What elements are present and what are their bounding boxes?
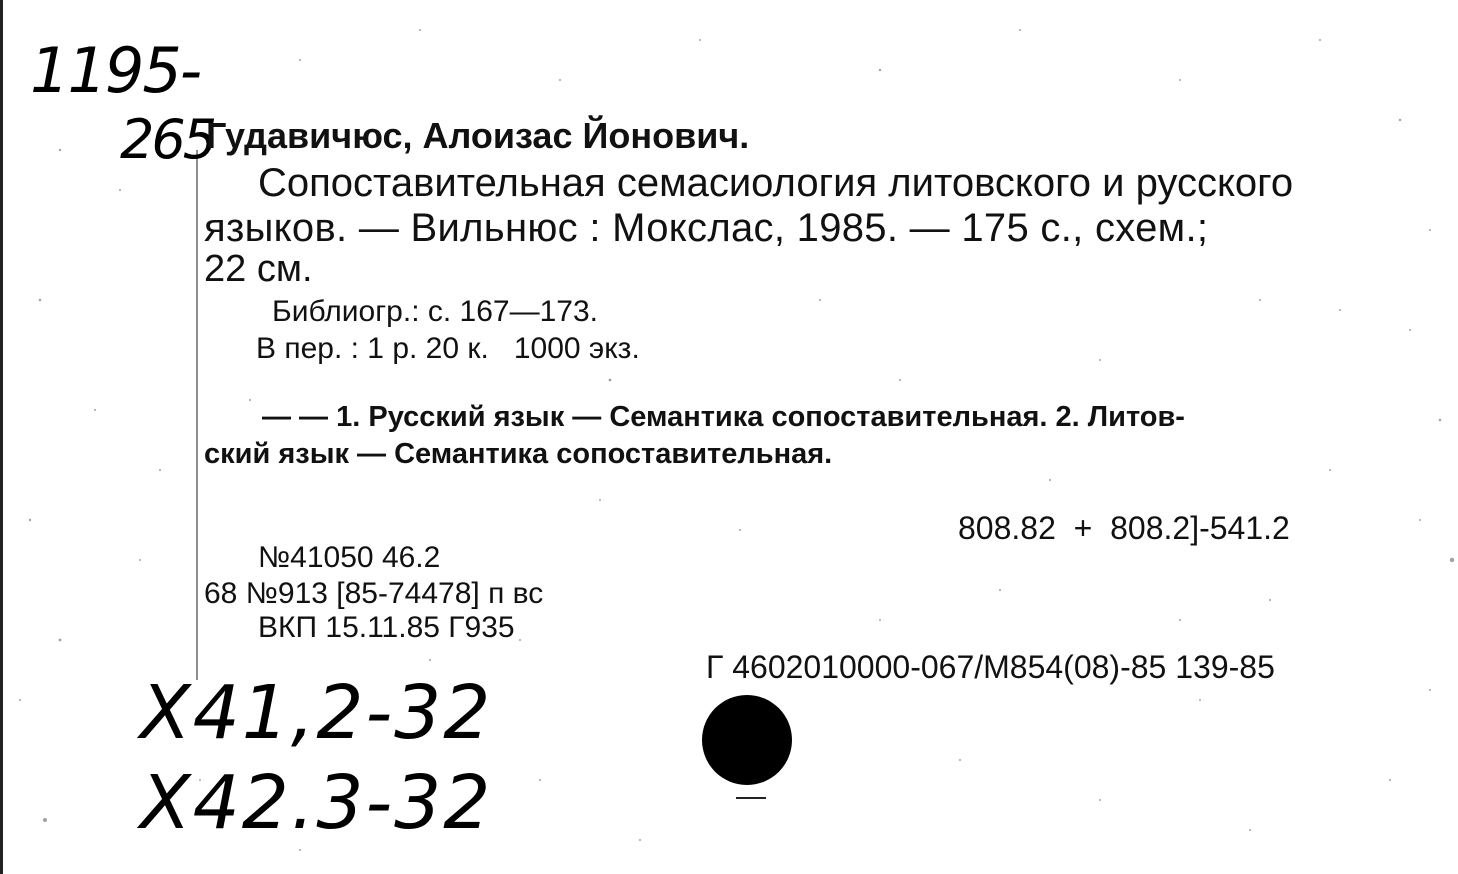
subject-headings-line-1: — — 1. Русский язык — Семантика сопоставительная. 2. Литов-	[262, 401, 1185, 433]
handwritten-class-code-2: X42.3-32	[140, 760, 493, 846]
punch-hole-mark	[736, 797, 766, 799]
handwritten-shelf-mark-top: 1195-	[30, 34, 201, 107]
title-line-1: Сопоставительная семасиология литовского и русского	[258, 161, 1294, 205]
card-punch-hole	[702, 695, 792, 785]
index-code: Г 4602010000-067/М854(08)-85 139-85	[706, 649, 1275, 685]
reference-line-3: ВКП 15.11.85 Г935	[258, 611, 515, 644]
title-line-3: 22 см.	[204, 248, 313, 290]
handwritten-shelf-mark-number: 265	[120, 108, 215, 171]
author-heading: Гудавичюс, Алоизас Йонович.	[206, 115, 750, 156]
reference-line-2: 68 №913 [85-74478] п вс	[204, 577, 544, 610]
price-copies-note: В пер. : 1 р. 20 к. 1000 экз.	[256, 332, 640, 365]
subject-headings-line-2: ский язык — Семантика сопоставительная.	[204, 438, 833, 470]
bibliography-note: Библиогр.: с. 167—173.	[272, 295, 598, 328]
title-line-2: языков. — Вильнюс : Мокслас, 1985. — 175 с., схем.;	[204, 206, 1209, 250]
handwritten-class-code-1: X41,2-32	[140, 670, 493, 756]
reference-line-1: №41050 46.2	[258, 541, 441, 574]
udc-code: 808.82 + 808.2]-541.2	[958, 510, 1290, 546]
margin-line	[196, 150, 198, 680]
card-left-edge	[0, 0, 3, 874]
